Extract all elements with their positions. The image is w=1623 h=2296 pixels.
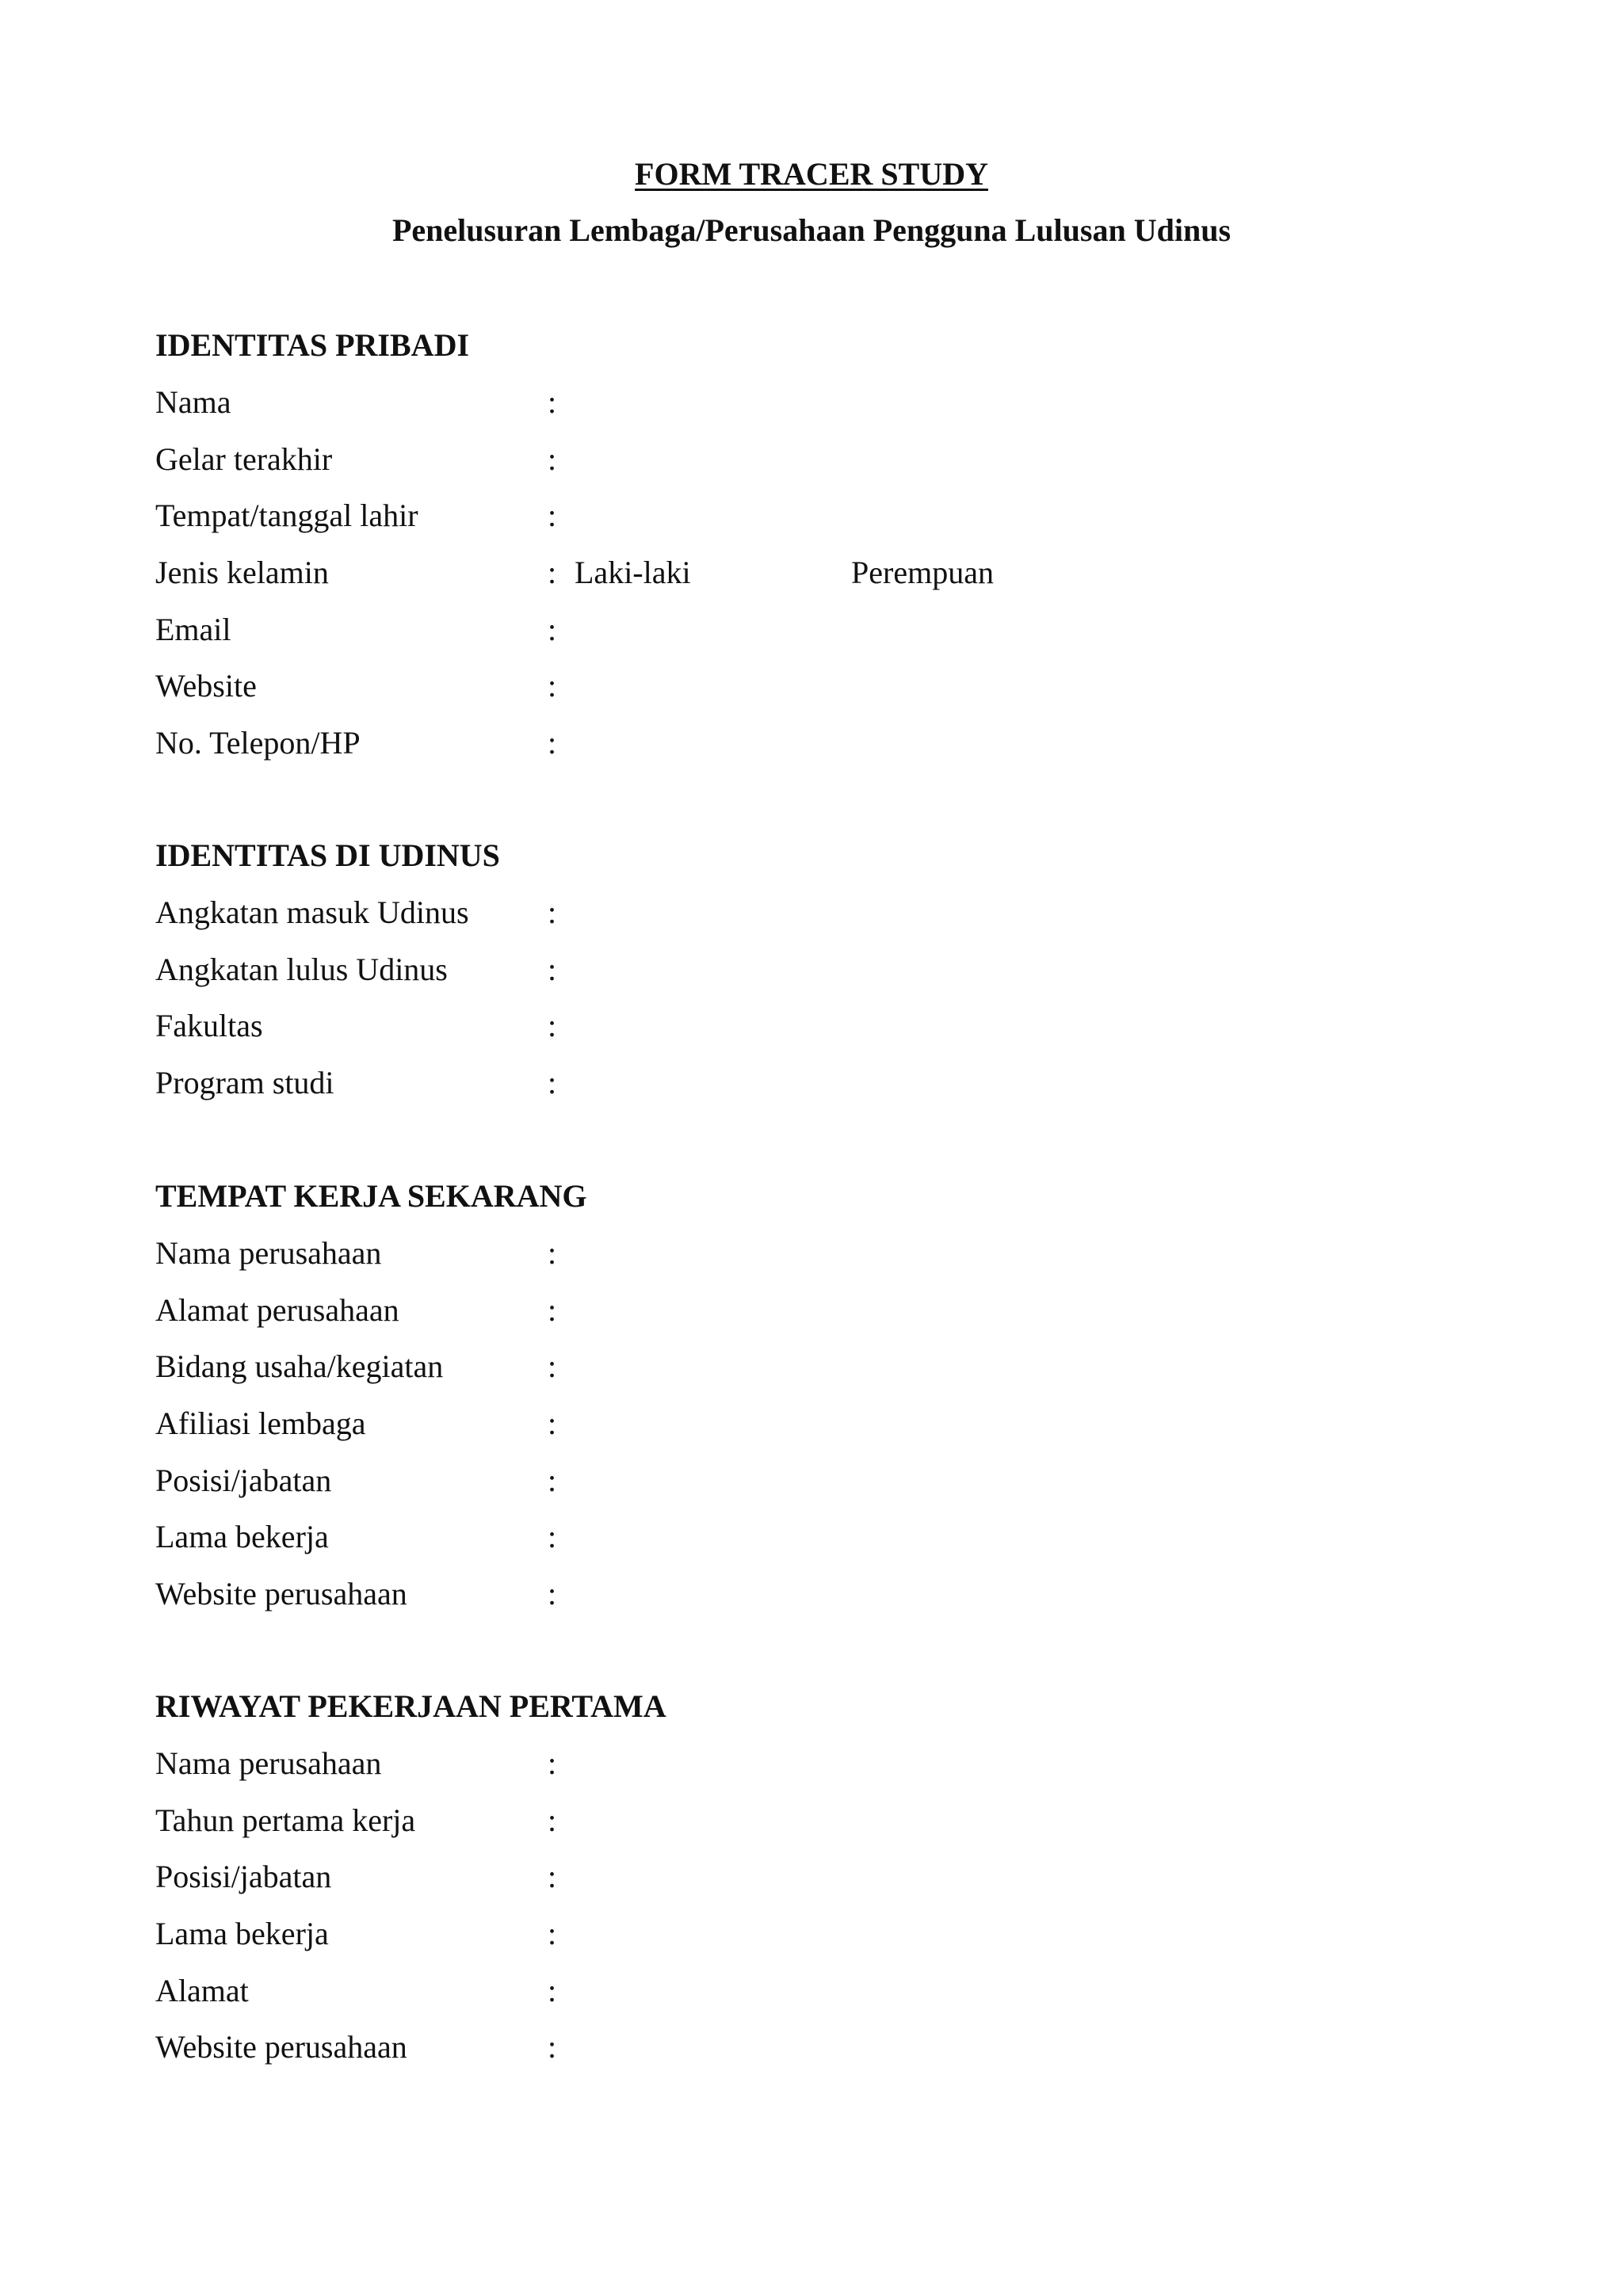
field-row-nama-perusahaan	[155, 1735, 1503, 1792]
field-separator: :	[548, 951, 557, 987]
field-separator: :	[548, 384, 557, 420]
field-separator: :	[548, 2029, 557, 2065]
field-row-nama-perusahaan	[155, 1225, 1503, 1282]
field-row-angkatan-lulus	[155, 941, 1503, 998]
field-row-posisi-jabatan	[155, 1452, 1503, 1509]
section-tempat-kerja-sekarang	[155, 1168, 1503, 1623]
field-label: Website perusahaan	[155, 1576, 407, 1612]
field-label: Website	[155, 668, 257, 704]
field-row-lama-bekerja	[155, 1508, 1503, 1566]
field-row-email	[155, 601, 1503, 658]
field-label: Gelar terakhir	[155, 441, 333, 477]
field-separator: :	[548, 1405, 557, 1442]
field-label: Nama	[155, 384, 231, 420]
field-separator: :	[548, 1916, 557, 1952]
field-separator: :	[548, 1291, 557, 1328]
field-label: Angkatan lulus Udinus	[155, 951, 448, 987]
field-label: Alamat	[155, 1972, 249, 2008]
section-identitas-di-udinus	[155, 827, 1503, 1112]
field-separator: :	[548, 1745, 557, 1781]
field-label: Nama perusahaan	[155, 1745, 382, 1781]
section-riwayat-pekerjaan-pertama	[155, 1678, 1503, 2076]
field-label: Afiliasi lembaga	[155, 1405, 366, 1442]
option-perempuan: Perempuan	[851, 555, 994, 591]
field-row-no-telepon	[155, 715, 1503, 772]
field-separator: :	[548, 1462, 557, 1498]
field-label: Lama bekerja	[155, 1519, 329, 1555]
field-label: Website perusahaan	[155, 2029, 407, 2065]
field-row-website-perusahaan	[155, 2019, 1503, 2076]
section-heading: TEMPAT KERJA SEKARANG	[155, 1178, 587, 1214]
field-label: Fakultas	[155, 1008, 263, 1044]
field-separator: :	[548, 1008, 557, 1044]
field-label: No. Telepon/HP	[155, 725, 361, 761]
field-label: Nama perusahaan	[155, 1235, 382, 1271]
field-separator: :	[548, 441, 557, 477]
field-row-bidang-usaha	[155, 1338, 1503, 1395]
field-row-lama-bekerja	[155, 1905, 1503, 1962]
field-separator: :	[548, 1859, 557, 1895]
field-row-nama	[155, 374, 1503, 431]
field-separator: :	[548, 611, 557, 647]
section-heading: RIWAYAT PEKERJAAN PERTAMA	[155, 1688, 666, 1724]
field-separator: :	[548, 1519, 557, 1555]
field-label: Posisi/jabatan	[155, 1859, 332, 1895]
field-label: Jenis kelamin	[155, 555, 329, 591]
field-separator: :	[548, 894, 557, 930]
field-row-tempat-tanggal-lahir	[155, 487, 1503, 544]
field-label: Tahun pertama kerja	[155, 1802, 416, 1838]
field-separator: :	[548, 1972, 557, 2008]
field-label: Posisi/jabatan	[155, 1462, 332, 1498]
form-subtitle: Penelusuran Lembaga/Perusahaan Pengguna Lulusan Udinus	[391, 212, 1232, 248]
section-heading: IDENTITAS DI UDINUS	[155, 837, 500, 873]
field-row-fakultas	[155, 997, 1503, 1055]
field-separator: :	[548, 1235, 557, 1271]
field-label: Alamat perusahaan	[155, 1291, 399, 1328]
field-separator: :	[548, 498, 557, 534]
form-title: FORM TRACER STUDY	[635, 156, 988, 192]
field-separator: :	[548, 1802, 557, 1838]
field-row-program-studi	[155, 1055, 1503, 1112]
field-separator: :	[548, 1576, 557, 1612]
field-row-website	[155, 658, 1503, 715]
field-label: Bidang usaha/kegiatan	[155, 1348, 444, 1385]
field-separator: :	[548, 1065, 557, 1101]
section-heading: IDENTITAS PRIBADI	[155, 327, 470, 363]
field-separator: :	[548, 1348, 557, 1385]
field-row-alamat	[155, 1962, 1503, 2019]
field-label: Program studi	[155, 1065, 334, 1101]
field-label: Angkatan masuk Udinus	[155, 894, 469, 930]
field-row-posisi-jabatan	[155, 1848, 1503, 1905]
field-label: Email	[155, 611, 231, 647]
option-laki-laki: Laki-laki	[575, 555, 691, 591]
field-separator: :	[548, 725, 557, 761]
field-row-alamat-perusahaan	[155, 1282, 1503, 1339]
section-identitas-pribadi	[155, 317, 1503, 772]
field-row-jenis-kelamin	[155, 544, 1503, 601]
field-row-afiliasi-lembaga	[155, 1395, 1503, 1452]
field-row-tahun-pertama-kerja	[155, 1792, 1503, 1849]
field-label: Lama bekerja	[155, 1916, 329, 1952]
field-separator: :	[548, 555, 557, 591]
field-separator: :	[548, 668, 557, 704]
field-row-angkatan-masuk	[155, 884, 1503, 941]
field-row-website-perusahaan	[155, 1566, 1503, 1623]
field-row-gelar-terakhir	[155, 431, 1503, 488]
field-label: Tempat/tanggal lahir	[155, 498, 418, 534]
